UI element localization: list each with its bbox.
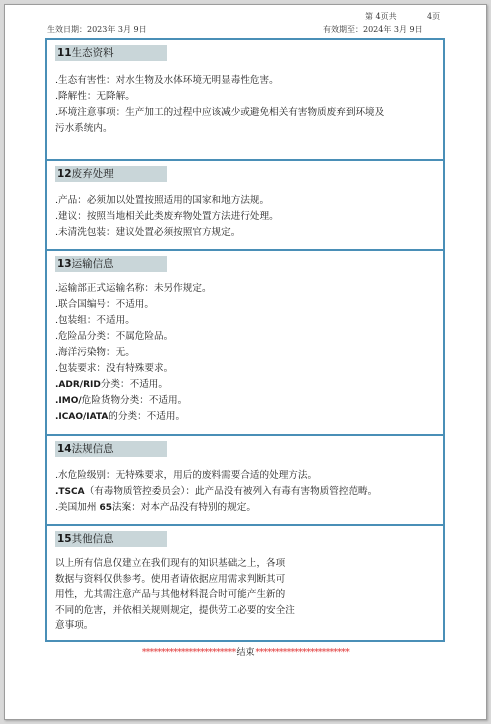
text-line: 用性，尤其需注意产品与其他材料混合时可能产生新的 — [55, 589, 286, 600]
text-line: .TSCA（有毒物质管控委员会）：此产品没有被列入有毒有害物质管控范畴。 — [55, 486, 378, 497]
page-total: 4页 — [427, 12, 441, 21]
text-line: .降解性：无降解。 — [55, 91, 135, 102]
other-info-paragraph — [55, 556, 355, 634]
text-line: .运输部正式运输名称：未另作规定。 — [55, 283, 212, 294]
text-line: .海洋污染物：无。 — [55, 347, 135, 358]
section-disposal — [47, 159, 443, 249]
valid-date: 生效日期：2023年 3月 9日 — [47, 25, 147, 34]
text-line: 污水系统内。 — [55, 123, 113, 134]
text-line: 不同的危害，并依相关规则规定，提供劳工必要的安全注 — [55, 604, 295, 616]
expire-date: 有效期至：2024年 3月 9日 — [323, 25, 423, 34]
section-title: 13运输信息 — [55, 256, 167, 272]
section-other — [47, 524, 443, 640]
text-line: .生态有害性：对水生物及水体环境无明显毒性危害。 — [55, 75, 279, 86]
section-title: 12废弃处理 — [55, 166, 167, 182]
text-line: .危险品分类：不属危险品。 — [55, 331, 174, 342]
text-line: .环境注意事项：生产加工的过程中应该减少或避免相关有害物质废弃到环境及 — [55, 107, 385, 118]
text-line: 数据与资料仅供参考。使用者请依据应用需求判断其可 — [55, 573, 286, 585]
text-line: .水危险级别：无特殊要求，用后的废料需要合适的处理方法。 — [55, 470, 318, 481]
text-line: .IMO/危险货物分类：不适用。 — [55, 395, 188, 406]
text-line: .包装组：不适用。 — [55, 315, 135, 326]
section-regulatory — [47, 434, 443, 524]
section-ecology — [47, 40, 443, 159]
text-line: .美国加州 65法案：对本产品没有特别的规定。 — [55, 502, 256, 513]
text-line: .ADR/RID分类：不适用。 — [55, 379, 168, 390]
text-line: .产品：必须加以处置按照适用的国家和地方法规。 — [55, 195, 270, 206]
section-title: 14法规信息 — [55, 441, 167, 457]
section-transport — [47, 249, 443, 434]
document-page — [4, 4, 487, 720]
page-number — [365, 12, 475, 22]
text-line: .建议：按照当地相关此类废弃物处置方法进行处理。 — [55, 211, 279, 222]
text-line: .包装要求：没有特殊要求。 — [55, 363, 174, 374]
text-line: .未清洗包装：建议处置必须按照官方规定。 — [55, 227, 241, 238]
text-line: .联合国编号：不适用。 — [55, 299, 154, 310]
content-frame — [45, 38, 445, 642]
end-marker: ************************结束************************ — [141, 648, 350, 658]
section-title: 11生态资料 — [55, 45, 167, 61]
section-title: 15其他信息 — [55, 531, 167, 547]
text-line: 以上所有信息仅建立在我们现有的知识基础之上，各项 — [55, 558, 286, 569]
text-line: 意事项。 — [55, 620, 94, 631]
page-label: 第 4页共 — [365, 12, 397, 21]
text-line: .ICAO/IATA的分类：不适用。 — [55, 411, 186, 422]
